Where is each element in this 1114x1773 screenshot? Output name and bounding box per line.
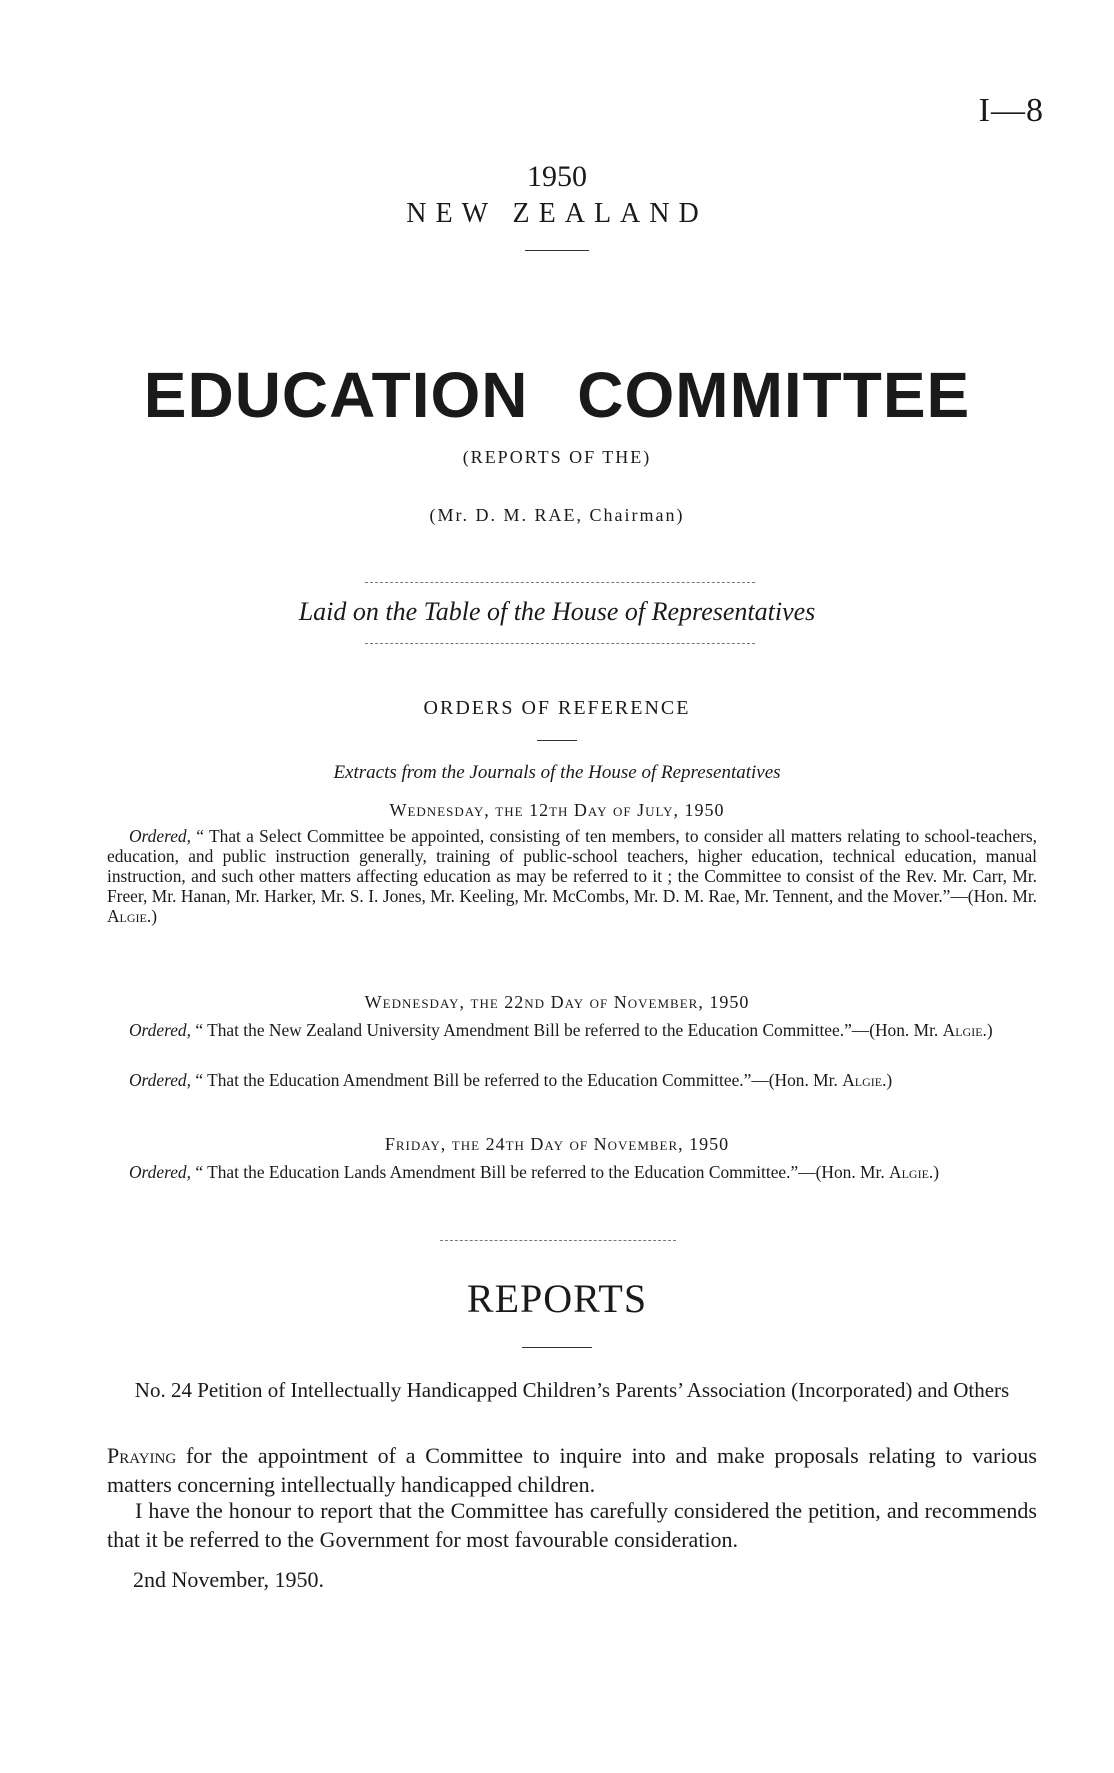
order-entry <box>107 1020 1037 1040</box>
sitting-date: Friday, the 24th Day of November, 1950 <box>384 1134 730 1154</box>
mover-name: Algie.) <box>842 1070 893 1090</box>
sitting-date: Wednesday, the 22nd Day of November, 1950 <box>364 992 750 1012</box>
divider <box>440 1240 676 1241</box>
orders-of-reference-heading: ORDERS OF REFERENCE <box>423 697 691 719</box>
sitting-date: Wednesday, the 12th Day of July, 1950 <box>389 800 725 820</box>
year: 1950 <box>527 160 587 193</box>
laid-on-table: Laid on the Table of the House of Representatives <box>298 597 816 626</box>
mover-name: Algie.) <box>889 1162 940 1182</box>
order-entry <box>107 1162 1037 1182</box>
divider <box>537 740 577 741</box>
country-heading: NEW ZEALAND <box>406 198 708 229</box>
order-text: “ That the Education Amendment Bill be referred to the Education Committee.”—(Hon. Mr. <box>195 1070 838 1090</box>
divider <box>365 582 755 583</box>
praying-lead: Praying <box>107 1443 177 1468</box>
extracts-line: Extracts from the Journals of the House of Representatives <box>333 762 781 783</box>
praying-paragraph <box>107 1441 1037 1499</box>
order-text: “ That the New Zealand University Amendment Bill be referred to the Education Committee.”—(Hon. Mr. <box>195 1020 939 1040</box>
document-title: EDUCATION COMMITTEE <box>143 359 971 431</box>
order-entry <box>107 1070 1037 1090</box>
ordered-label: Ordered, <box>129 1020 191 1040</box>
ordered-label: Ordered, <box>129 1162 191 1182</box>
document-subtitle: (REPORTS OF THE) <box>462 447 652 467</box>
recommendation-paragraph: I have the honour to report that the Committee has carefully considered the petition, and recommends that it be referred to the Government for most favourable consideration. <box>107 1498 1037 1552</box>
petition-title: No. 24 Petition of Intellectually Handicapped Children’s Parents’ Association (Incorporated) and Others <box>134 1378 1010 1402</box>
report-date: 2nd November, 1950. <box>133 1567 324 1592</box>
ordered-label: Ordered, <box>129 1070 191 1090</box>
ordered-label: Ordered, <box>129 826 191 846</box>
divider <box>522 1347 592 1348</box>
mover-name: Algie.) <box>107 906 158 926</box>
order-entry <box>107 826 1037 926</box>
divider <box>525 250 589 251</box>
order-text: “ That the Education Lands Amendment Bill be referred to the Education Committee.”—(Hon. Mr. <box>195 1162 885 1182</box>
divider <box>365 643 755 644</box>
paper-reference: I—8 <box>978 92 1044 129</box>
order-text: “ That a Select Committee be appointed, consisting of ten members, to consider all matters relating to school-teachers, education, and public instruction generally, training of public-school teachers, higher education, technical education, manual instruction, and such other matters affecting education as may be referred to it ; the Committee to consist of the Rev. Mr. Carr, Mr. Freer, Mr. Hanan, Mr. Harker, Mr. S. I. Jones, Mr. Keeling, Mr. McCombs, Mr. D. M. Rae, Mr. Tennent, and the Mover.”—(Hon. Mr. <box>107 826 1037 906</box>
praying-text: for the appointment of a Committee to inquire into and make proposals relating to various matters concerning intellectually handicapped children. <box>107 1443 1037 1497</box>
mover-name: Algie.) <box>942 1020 993 1040</box>
reports-heading: REPORTS <box>466 1276 648 1321</box>
chairman-line: (Mr. D. M. RAE, Chairman) <box>429 505 685 525</box>
